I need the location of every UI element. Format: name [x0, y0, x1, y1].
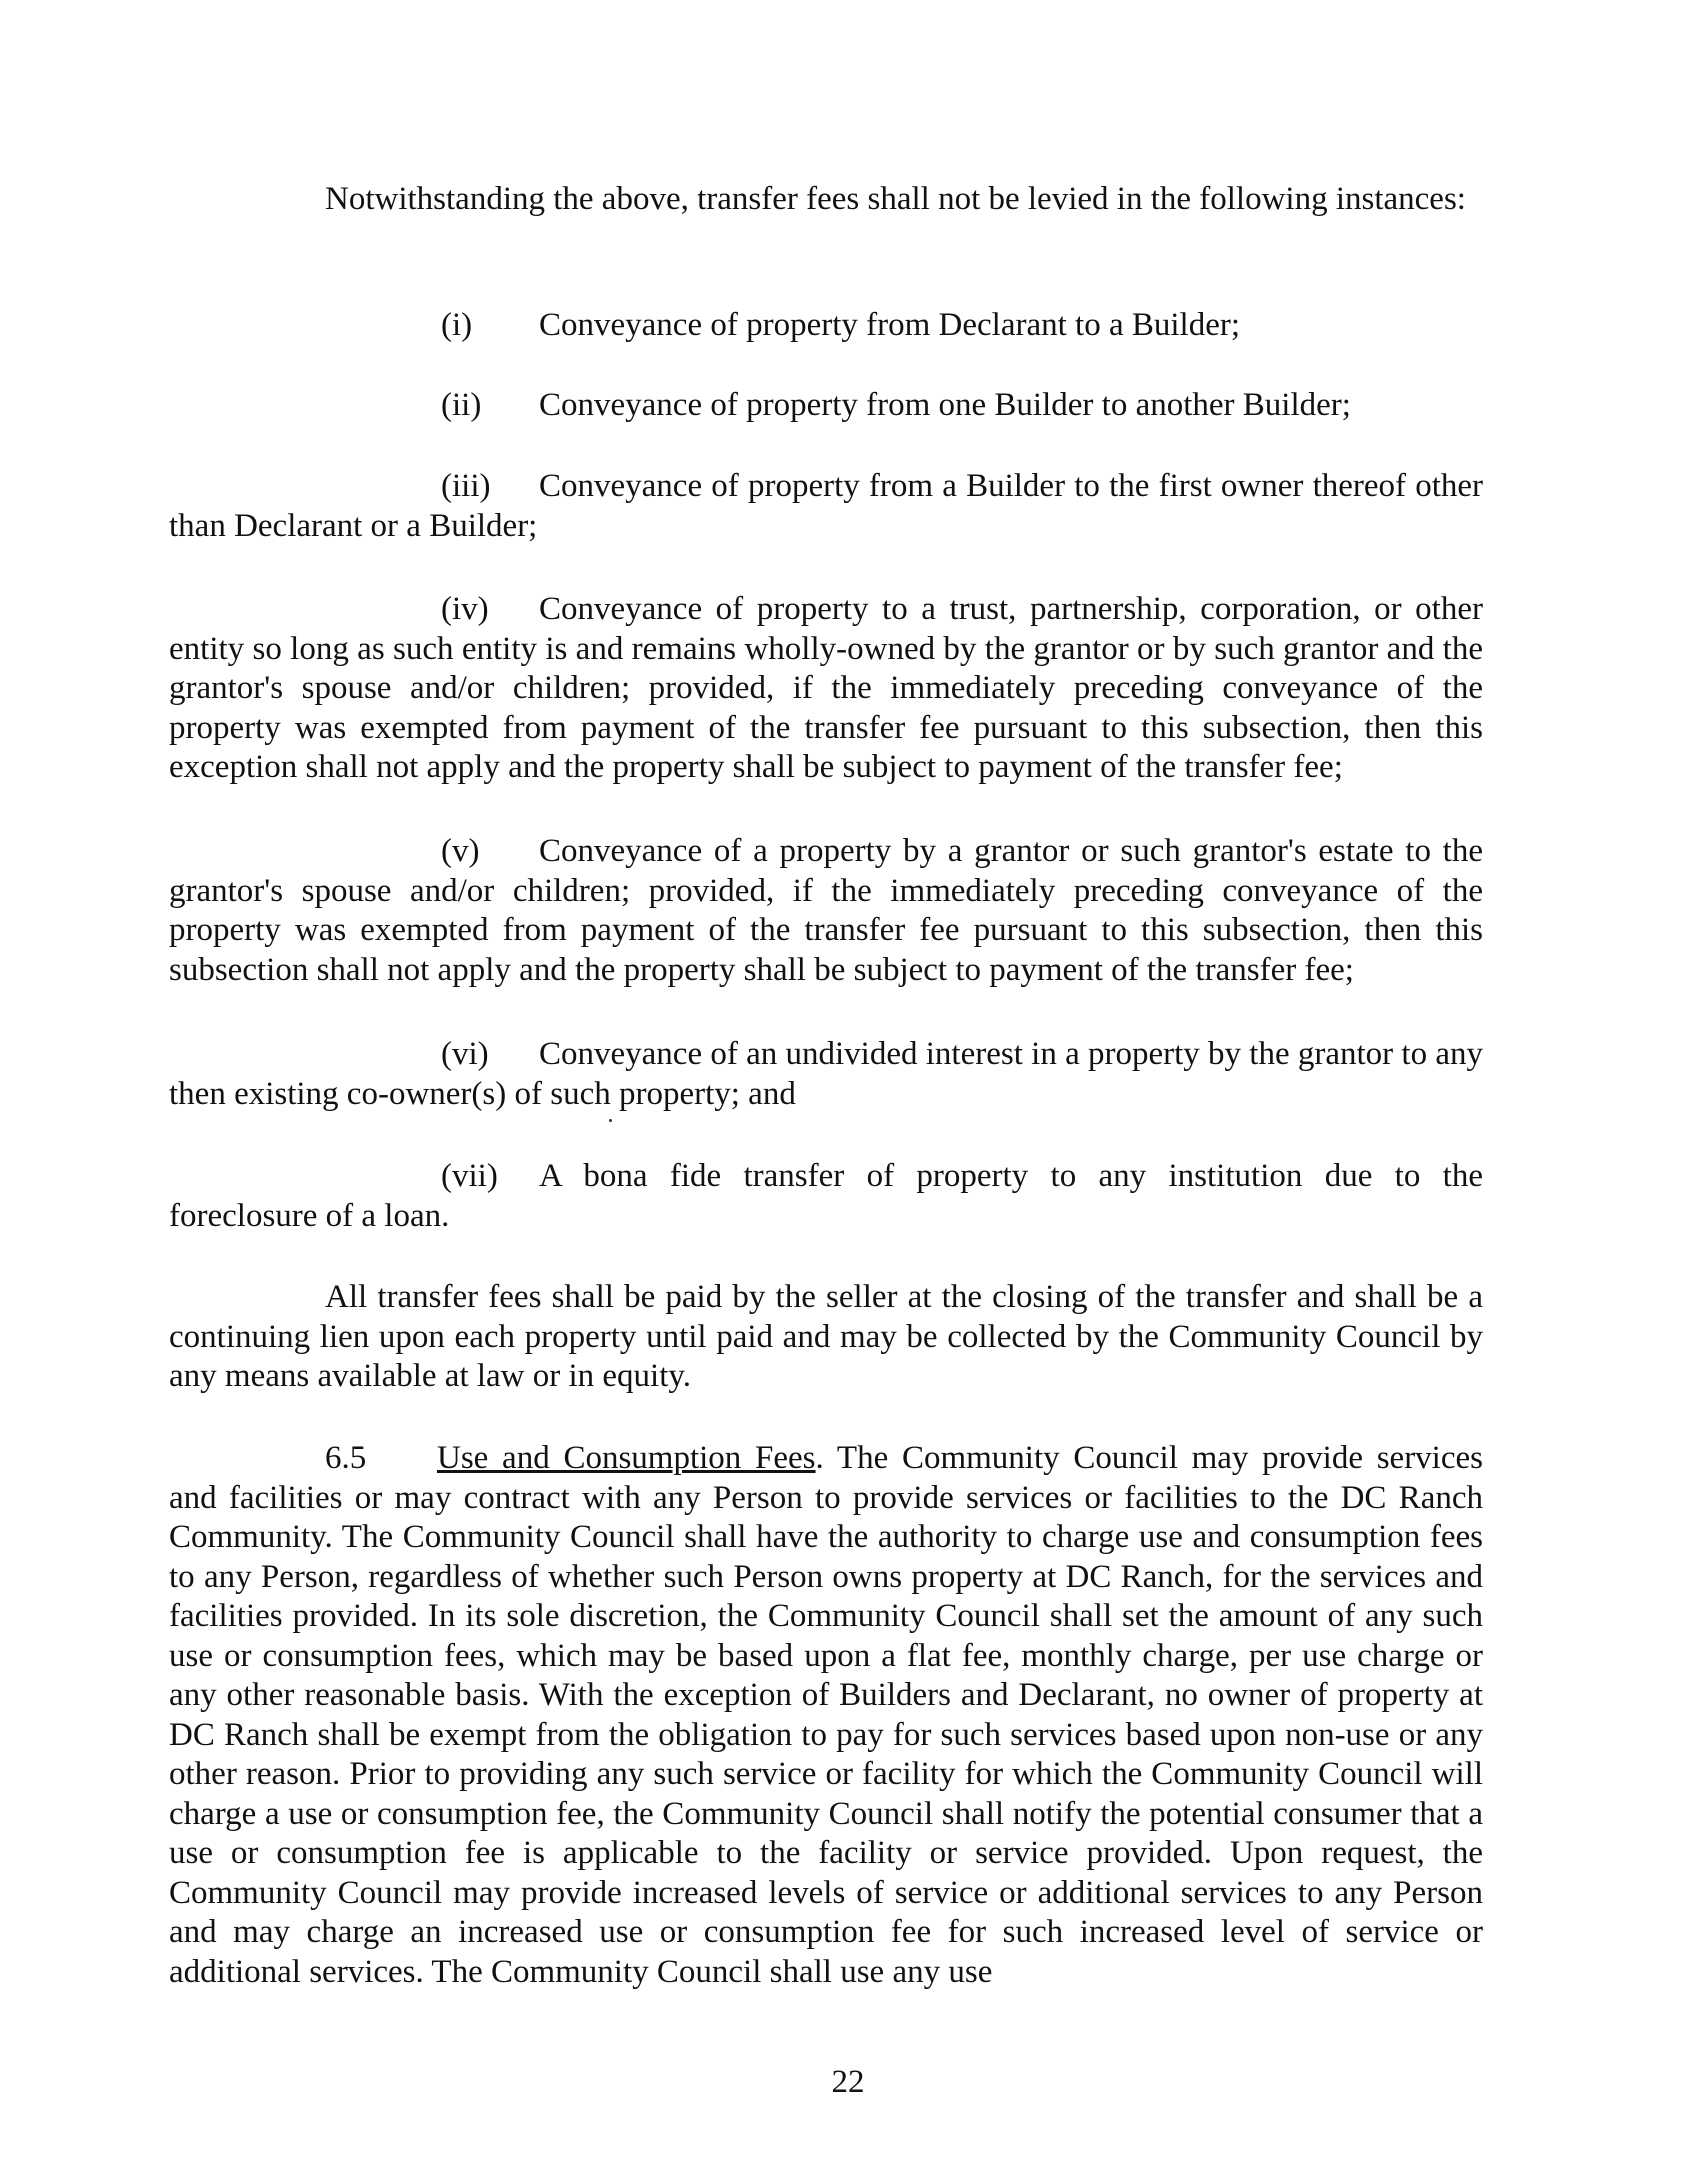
item-number: (vii): [441, 1158, 498, 1194]
item-text: Conveyance of property from Declarant to a Builder;: [539, 307, 1240, 343]
item-text: Conveyance of property from one Builder to another Builder;: [539, 387, 1351, 423]
item-text: Conveyance of an undivided interest in a property by the grantor to any then existing co-owner(s) of such property; and: [169, 1036, 1483, 1112]
section-text: The Community Council may provide services and facilities or may contract with any Person to provide services or facilities to the DC Ranch Community. The Community Council shall have the authority to charge use and consumption fees to any Person, regardless of whether such Person owns property at DC Ranch, for the services and facilities provided. In its sole discretion, the Community Council shall set the amount of any such use or consumption fees, which may be based upon a flat fee, monthly charge, per use charge or any other reasonable basis. With the exception of Builders and Declarant, no owner of property at DC Ranch shall be exempt from the obligation to pay for such services based upon non-use or any other reason. Prior to providing any such service or facility for which the Community Council will charge a use or consumption fee, the Community Council shall notify the potential consumer that a use or consumption fee is applicable to the facility or service provided. Upon request, the Community Council may provide increased levels of service or additional services to any Person and may charge an increased use or consumption fee for such increased level of service or additional services. The Community Council shall use any use: [169, 1440, 1483, 1990]
item-text: Conveyance of a property by a grantor or such grantor's estate to the grantor's spouse and/or children; provided, if the immediately preceding conveyance of the property was exempted from payment of the transfer fee pursuant to this subsection, then this subsection shall not apply and the property shall be subject to payment of the transfer fee;: [169, 833, 1483, 988]
section-paragraph: [169, 1439, 1483, 1992]
list-item: [441, 305, 1240, 345]
section-heading-punct: .: [815, 1440, 824, 1476]
item-number: (i): [441, 307, 473, 343]
item-number: (vi): [441, 1036, 489, 1072]
item-number: (v): [441, 833, 480, 869]
list-item: [169, 832, 1483, 990]
item-text: Conveyance of property to a trust, partnership, corporation, or other entity so long as such entity is and remains wholly-owned by the grantor or by such grantor and the grantor's spouse and/or children; provided, if the immediately preceding conveyance of the property was exempted from payment of the transfer fee pursuant to this subsection, then this exception shall not apply and the property shall be subject to payment of the transfer fee;: [169, 591, 1483, 785]
section-number: 6.5: [325, 1440, 367, 1476]
list-item: [169, 467, 1483, 546]
payment-paragraph: [169, 1278, 1483, 1397]
item-text: A bona fide transfer of property to any institution due to the foreclosure of a loan.: [169, 1158, 1483, 1234]
page-number: 22: [831, 2064, 865, 2100]
list-item: [169, 590, 1483, 788]
intro-text: Notwithstanding the above, transfer fees shall not be levied in the following instances:: [325, 181, 1466, 217]
item-number: (ii): [441, 387, 482, 423]
list-item: [169, 1157, 1483, 1236]
section-heading: Use and Consumption Fees: [437, 1440, 816, 1476]
item-number: (iv): [441, 591, 489, 627]
list-item: [169, 1035, 1483, 1114]
item-number: (iii): [441, 468, 491, 504]
scan-speck: [609, 1119, 612, 1122]
intro-paragraph: [169, 180, 1483, 220]
list-item: [441, 385, 1351, 425]
payment-text: All transfer fees shall be paid by the seller at the closing of the transfer and shall be a continuing lien upon each property until paid and may be collected by the Community Council by any means available at law or in equity.: [169, 1279, 1483, 1394]
item-text: Conveyance of property from a Builder to the first owner thereof other than Declarant or a Builder;: [169, 468, 1483, 544]
